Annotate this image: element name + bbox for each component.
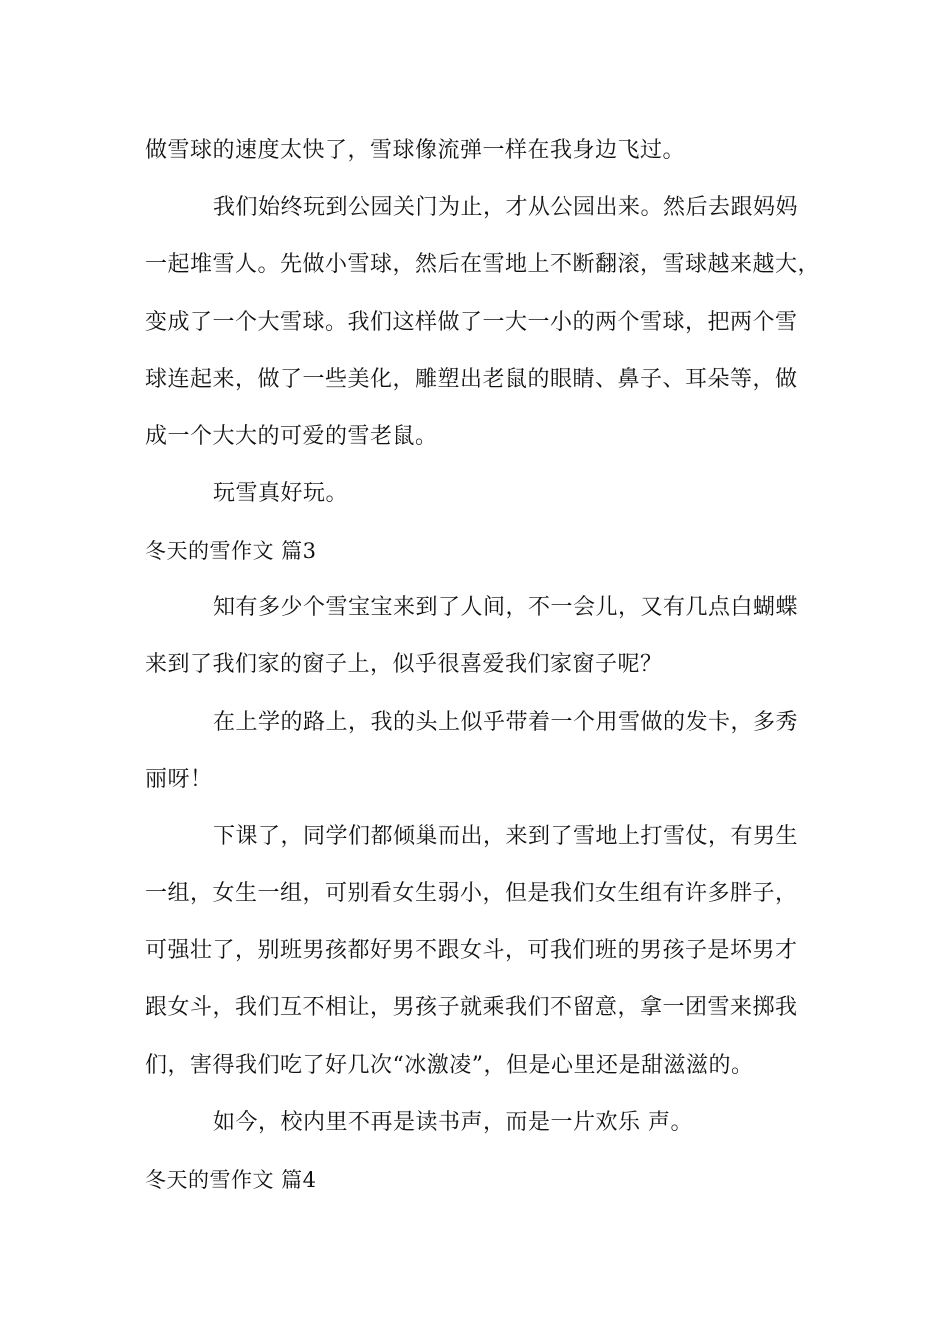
paragraph-line: 球连起来，做了一些美化，雕塑出老鼠的眼睛、鼻子、耳朵等，做 bbox=[145, 367, 798, 392]
paragraph-line: 一起堆雪人。先做小雪球，然后在雪地上不断翻滚，雪球越来越大， bbox=[145, 252, 821, 277]
paragraph-line: 可强壮了，别班男孩都好男不跟女斗，可我们班的男孩子是坏男才 bbox=[145, 938, 798, 963]
paragraph-line: 玩雪真好玩。 bbox=[213, 481, 349, 506]
paragraph-line: 我们始终玩到公园关门为止，才从公园出来。然后去跟妈妈 bbox=[213, 195, 799, 220]
paragraph-line: 下课了，同学们都倾巢而出，来到了雪地上打雪仗，有男生 bbox=[213, 824, 799, 849]
paragraph-line: 如今，校内里不再是读书声，而是一片欢乐 声。 bbox=[213, 1110, 693, 1135]
paragraph-line: 来到了我们家的窗子上，似乎很喜爱我们家窗子呢？ bbox=[145, 652, 663, 677]
paragraph-line: 做雪球的速度太快了，雪球像流弹一样在我身边飞过。 bbox=[145, 138, 686, 163]
paragraph-line: 成一个大大的可爱的雪老鼠。 bbox=[145, 424, 438, 449]
paragraph-line: 丽呀！ bbox=[145, 767, 213, 792]
paragraph-line: 知有多少个雪宝宝来到了人间，不一会儿，又有几点白蝴蝶 bbox=[213, 595, 799, 620]
section-heading: 冬天的雪作文 篇4 bbox=[145, 1168, 317, 1192]
paragraph-line: 变成了一个大雪球。我们这样做了一大一小的两个雪球，把两个雪 bbox=[145, 310, 798, 335]
paragraph-line: 跟女斗，我们互不相让，男孩子就乘我们不留意，拿一团雪来掷我 bbox=[145, 995, 798, 1020]
section-heading: 冬天的雪作文 篇3 bbox=[145, 539, 317, 563]
paragraph-line: 在上学的路上，我的头上似乎带着一个用雪做的发卡，多秀 bbox=[213, 710, 799, 735]
paragraph-line: 们，害得我们吃了好几次“冰激凌”，但是心里还是甜滋滋的。 bbox=[145, 1053, 754, 1078]
paragraph-line: 一组，女生一组，可别看女生弱小，但是我们女生组有许多胖子， bbox=[145, 881, 798, 906]
